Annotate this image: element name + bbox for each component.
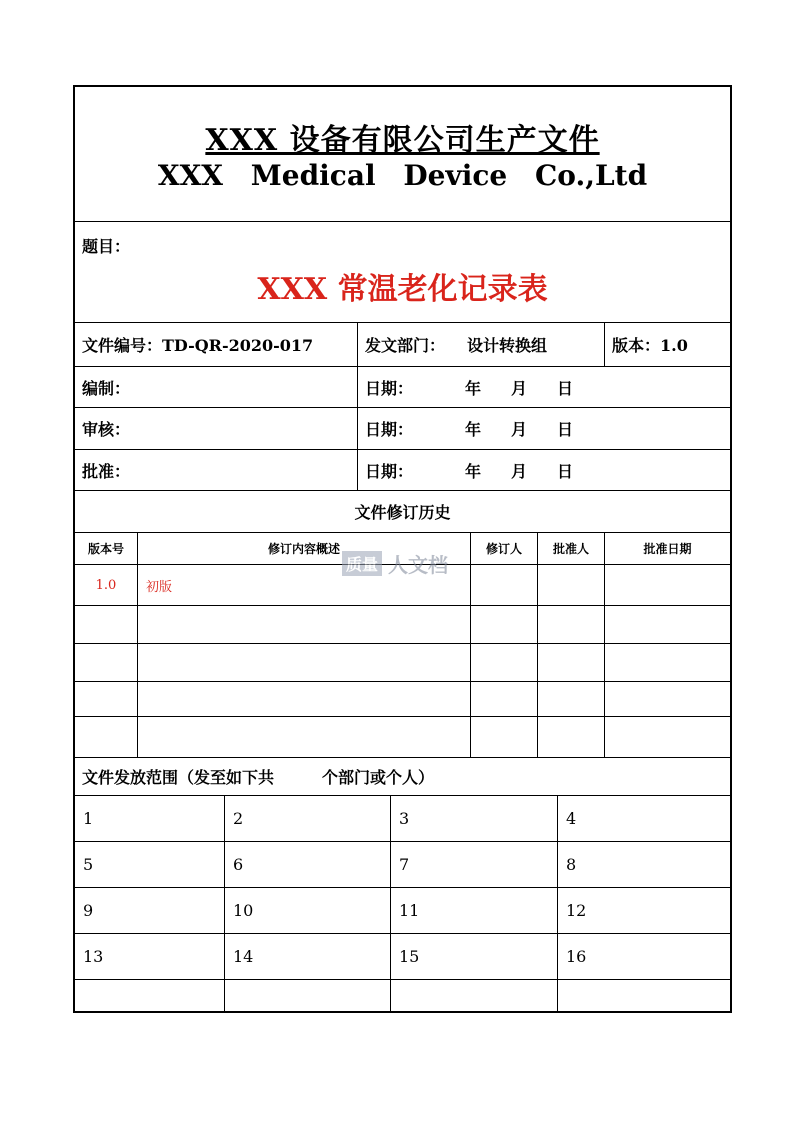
table-row: [75, 682, 730, 717]
revision-reviser: [470, 644, 537, 681]
distribution-row: [75, 934, 730, 980]
prepared-date: [357, 367, 730, 407]
revision-history-title-row: [75, 491, 730, 533]
dept-cell: [357, 323, 604, 366]
col-header-version: 版本号: [87, 542, 124, 556]
date-label: 日期：: [365, 420, 414, 439]
revision-version: [75, 682, 137, 716]
signoff-row-reviewed: [75, 408, 730, 450]
distribution-cell: 3: [390, 796, 557, 841]
col-header-summary: 修订内容概述: [137, 533, 470, 564]
distribution-cell: 11: [390, 888, 557, 933]
table-row: [75, 606, 730, 644]
distribution-row: [75, 888, 730, 934]
approved-date: [357, 450, 730, 490]
revision-version: 1.0: [95, 577, 117, 593]
date-label: 日期：: [365, 378, 414, 398]
month-label: 月: [511, 378, 528, 398]
revision-reviser: [470, 717, 537, 757]
reviewed-date: [357, 408, 730, 449]
col-header-approve-date: 批准日期: [604, 533, 730, 564]
revision-reviser: [470, 565, 537, 605]
revision-approver: [537, 717, 604, 757]
watermark-text: 人文档: [388, 552, 448, 577]
revision-summary: 初版: [137, 565, 470, 605]
revision-version: [75, 606, 137, 643]
col-header-reviser: 修订人: [470, 533, 537, 564]
table-row: [75, 717, 730, 758]
distribution-cell: 16: [557, 934, 730, 979]
document-frame: [73, 85, 732, 1013]
revision-summary: [137, 644, 470, 681]
distribution-cell: 12: [557, 888, 730, 933]
revision-date: [604, 565, 730, 605]
revision-summary: [137, 606, 470, 643]
doc-info-row: [75, 323, 730, 367]
year-label: 年: [465, 461, 482, 481]
watermark: [325, 549, 465, 577]
distribution-cell: 1: [83, 809, 94, 828]
distribution-title-row: [75, 758, 730, 796]
revision-version: [75, 717, 137, 757]
distribution-cell: 15: [390, 934, 557, 979]
distribution-cell: 10: [224, 888, 390, 933]
distribution-cell: [390, 980, 557, 1013]
form-title: XXX 常温老化记录表: [257, 272, 548, 307]
distribution-cell: [75, 980, 224, 1013]
distribution-cell: 9: [83, 901, 94, 920]
revision-date: [604, 682, 730, 716]
revision-history-title: 文件修订历史: [354, 503, 451, 522]
dept-value: 设计转换组: [467, 336, 548, 355]
date-label: 日期：: [365, 461, 414, 481]
day-label: 日: [557, 378, 574, 398]
prepared-label: 编制：: [82, 378, 131, 398]
revision-approver: [537, 606, 604, 643]
revision-reviser: [470, 682, 537, 716]
revision-date: [604, 606, 730, 643]
distribution-cell: 6: [224, 842, 390, 887]
signoff-row-prepared: [75, 367, 730, 408]
revision-reviser: [470, 606, 537, 643]
dept-label: 发文部门：: [365, 336, 446, 355]
document-header: [75, 87, 730, 222]
distribution-cell: 13: [83, 947, 104, 966]
col-header-approver: 批准人: [537, 533, 604, 564]
distribution-cell: 4: [557, 796, 730, 841]
signoff-row-approved: [75, 450, 730, 491]
distribution-cell: [224, 980, 390, 1013]
company-title-en: XXX Medical Device Co.,Ltd: [157, 159, 648, 192]
month-label: 月: [511, 461, 528, 481]
revision-summary: [137, 717, 470, 757]
distribution-row: [75, 842, 730, 888]
revision-approver: [537, 682, 604, 716]
revision-version: [75, 644, 137, 681]
doc-number: 文件编号：TD-QR-2020-017: [82, 336, 314, 355]
distribution-row: [75, 980, 730, 1013]
day-label: 日: [557, 461, 574, 481]
company-title-cn: XXX 设备有限公司生产文件: [205, 123, 600, 158]
table-row: [75, 644, 730, 682]
day-label: 日: [557, 420, 574, 439]
distribution-title: 文件发放范围（发至如下共 个部门或个人）: [82, 768, 435, 787]
reviewed-label: 审核：: [82, 420, 131, 439]
revision-date: [604, 644, 730, 681]
distribution-row: [75, 796, 730, 842]
revision-summary: [137, 682, 470, 716]
subject-label: 题目：: [82, 237, 131, 256]
revision-approver: [537, 644, 604, 681]
distribution-cell: [557, 980, 730, 1013]
year-label: 年: [465, 378, 482, 398]
revision-approver: [537, 565, 604, 605]
distribution-cell: 8: [557, 842, 730, 887]
distribution-cell: 7: [390, 842, 557, 887]
distribution-cell: 2: [224, 796, 390, 841]
distribution-cell: 14: [224, 934, 390, 979]
watermark-box: 质量: [342, 551, 382, 576]
subject-section: [75, 222, 730, 323]
year-label: 年: [465, 420, 482, 439]
approved-label: 批准：: [82, 461, 131, 481]
month-label: 月: [511, 420, 528, 439]
revision-date: [604, 717, 730, 757]
version: 版本：1.0: [604, 323, 730, 366]
distribution-cell: 5: [83, 855, 94, 874]
